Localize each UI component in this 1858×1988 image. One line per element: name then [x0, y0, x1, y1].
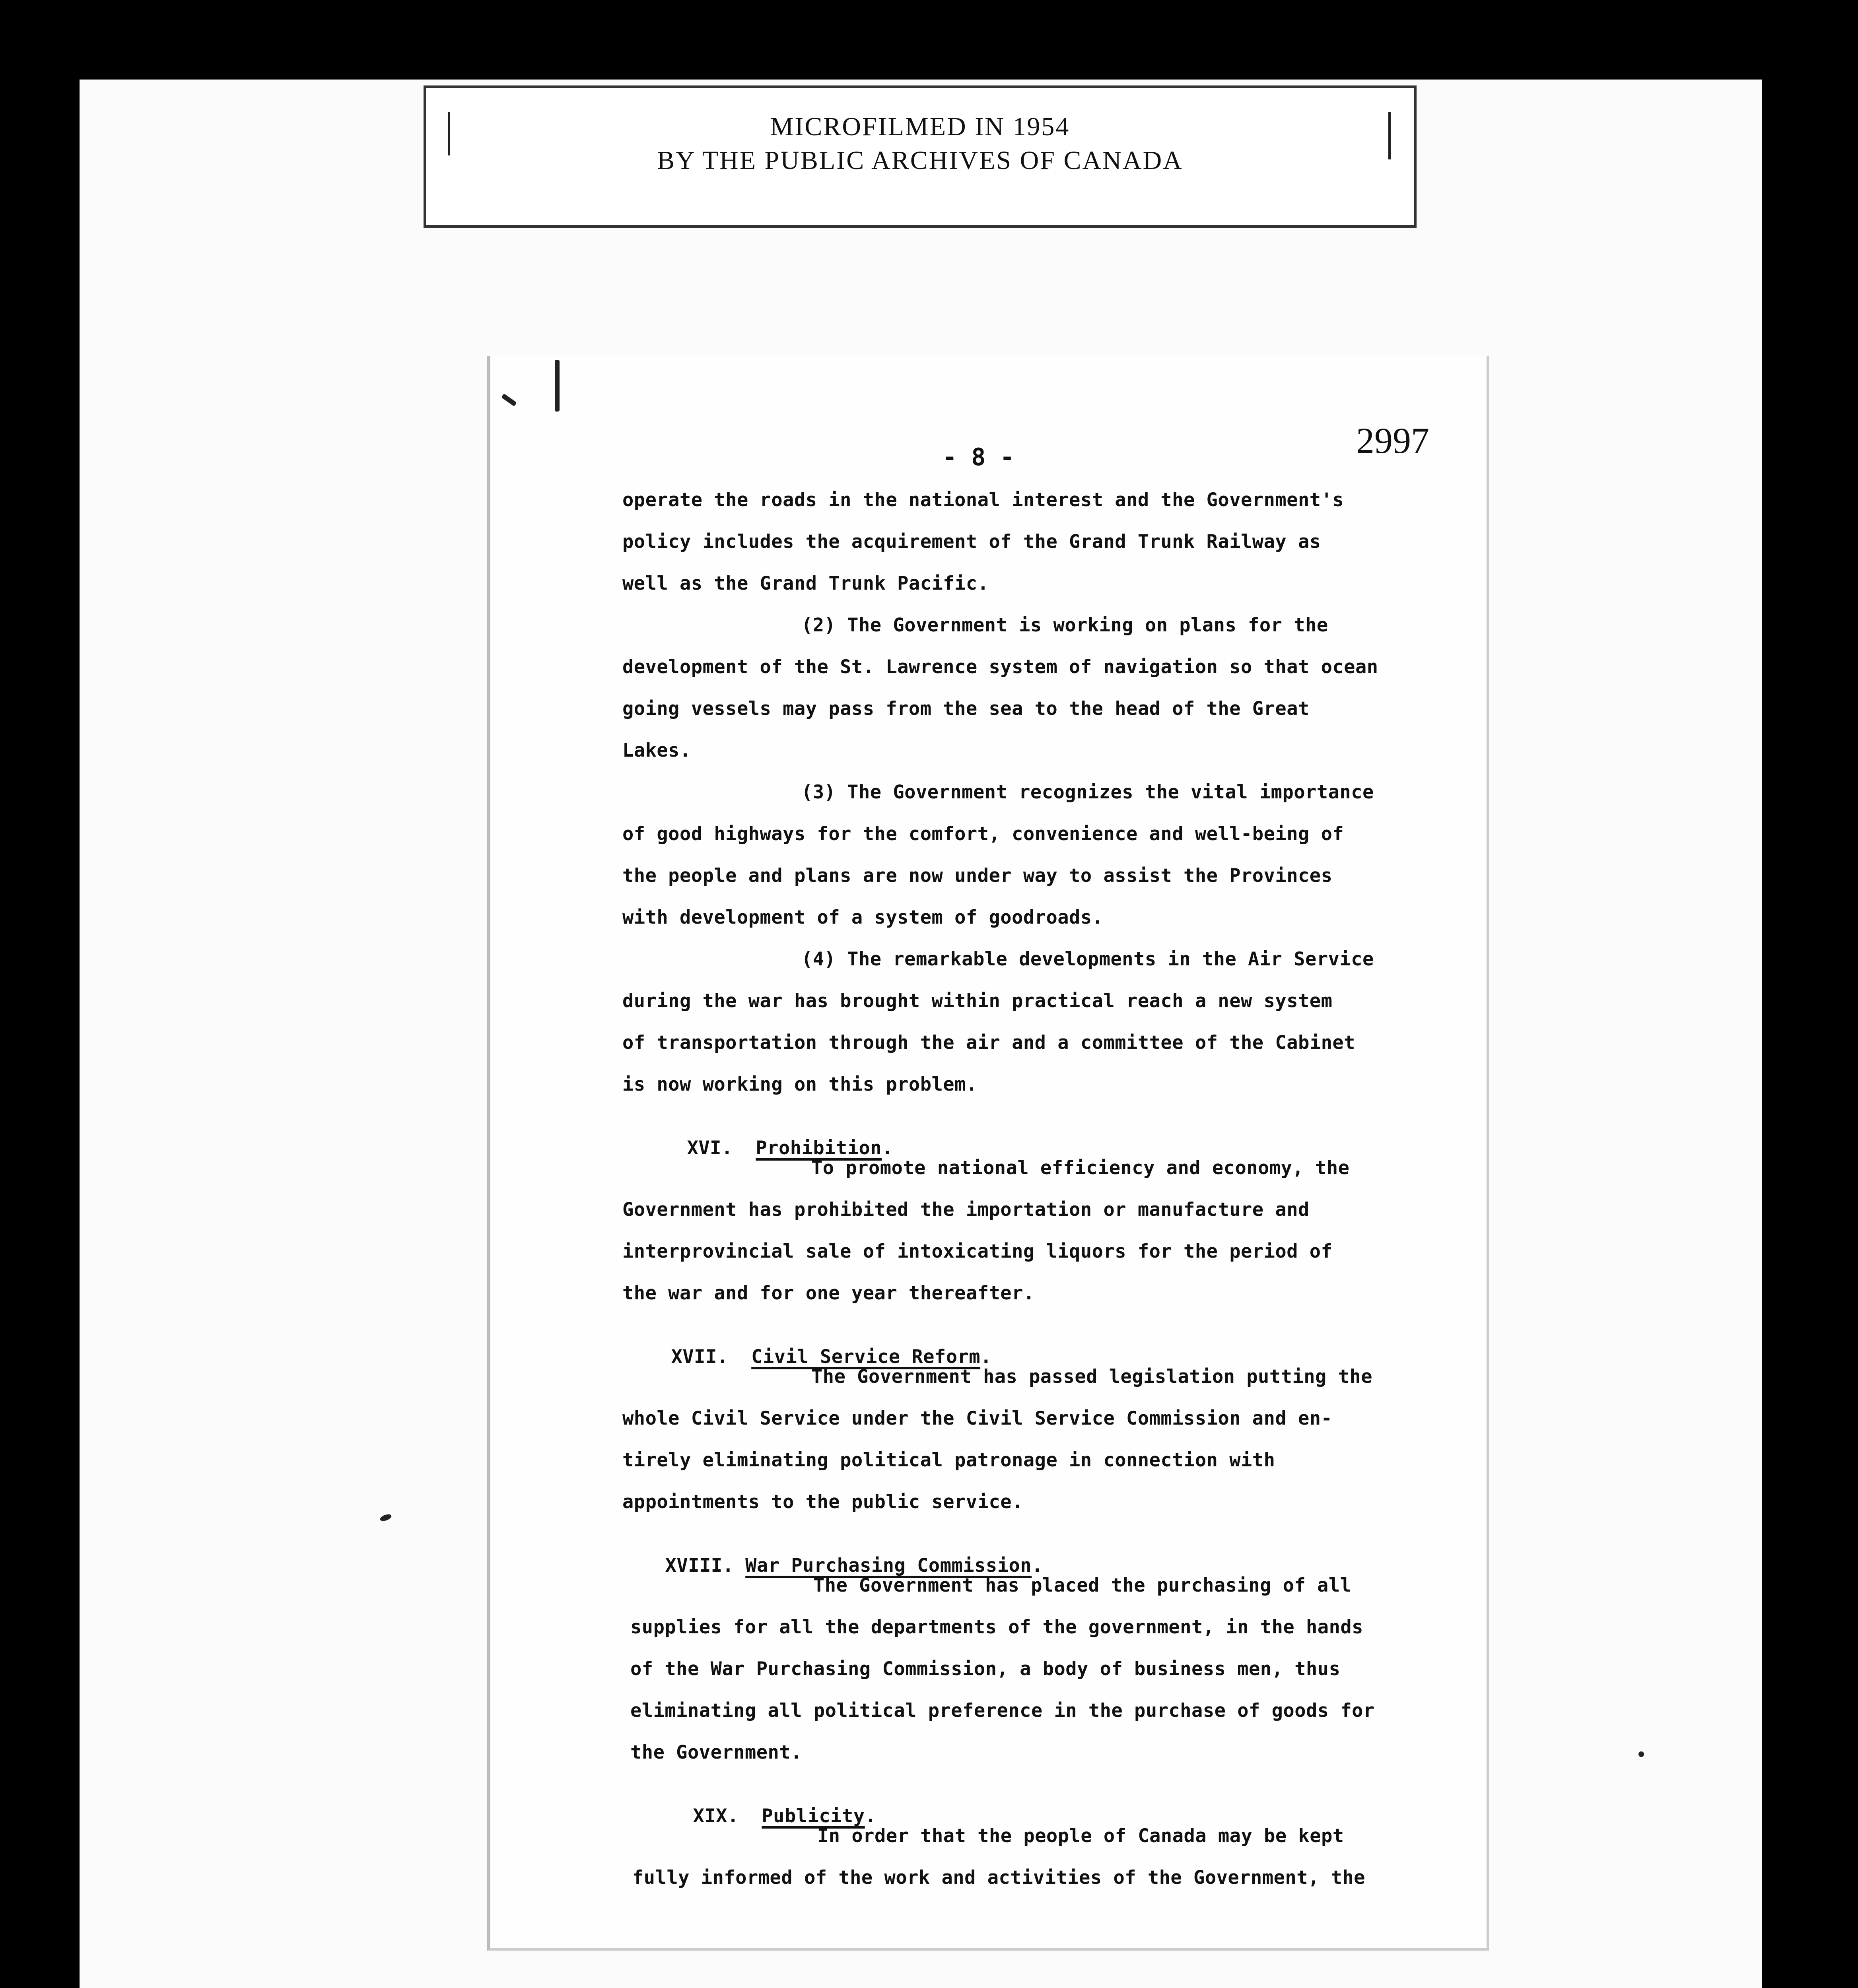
header-tick-right	[1388, 112, 1391, 159]
text-line: fully informed of the work and activities of the Government, the	[632, 1867, 1365, 1889]
text-line: (2) The Government is working on plans for the	[801, 614, 1328, 636]
section-number: XIX.	[693, 1805, 739, 1827]
text-line: during the war has brought within practical reach a new system	[622, 990, 1333, 1012]
text-line: of the War Purchasing Commission, a body of business men, thus	[630, 1658, 1341, 1680]
text-line: Government has prohibited the importation or manufacture and	[622, 1199, 1310, 1221]
text-line: In order that the people of Canada may be kept	[817, 1825, 1344, 1847]
section-heading: XVI. Prohibition.	[687, 1137, 893, 1159]
speck	[1638, 1751, 1644, 1757]
text-line: operate the roads in the national interest and the Government's	[622, 489, 1344, 511]
text-line: the war and for one year thereafter.	[622, 1282, 1035, 1304]
section-number: XVII.	[671, 1346, 729, 1368]
section-heading: XVIII. War Purchasing Commission.	[665, 1555, 1043, 1576]
page-number: 2997	[1356, 420, 1429, 461]
section-title: War Purchasing Commission	[745, 1555, 1032, 1576]
text-line: with development of a system of goodroads.	[622, 907, 1104, 928]
text-line: The Government has placed the purchasing of all	[813, 1574, 1352, 1596]
section-title: Civil Service Reform	[751, 1346, 981, 1368]
text-line: eliminating all political preference in the purchase of goods for	[630, 1700, 1375, 1722]
text-line: is now working on this problem.	[622, 1074, 978, 1095]
text-line: The Government has passed legislation putting the	[811, 1366, 1373, 1388]
text-line: Lakes.	[622, 740, 691, 761]
microfilm-header-box	[424, 85, 1417, 228]
text-line: of good highways for the comfort, convenience and well-being of	[622, 823, 1344, 845]
text-line: interprovincial sale of intoxicating liquors for the period of	[622, 1241, 1333, 1262]
section-title: Prohibition	[756, 1137, 882, 1159]
text-line: (4) The remarkable developments in the Air Service	[801, 948, 1374, 970]
margin-mark	[555, 360, 560, 412]
text-line: whole Civil Service under the Civil Service Commission and en-	[622, 1408, 1333, 1429]
header-line-2: BY THE PUBLIC ARCHIVES OF CANADA	[657, 146, 1183, 175]
text-line: of transportation through the air and a committee of the Cabinet	[622, 1032, 1355, 1054]
text-line: going vessels may pass from the sea to the head of the Great	[622, 698, 1310, 720]
text-line: policy includes the acquirement of the Grand Trunk Railway as	[622, 531, 1321, 553]
text-line: development of the St. Lawrence system of navigation so that ocean	[622, 656, 1378, 678]
header-line-1: MICROFILMED IN 1954	[770, 112, 1070, 141]
page-marker: - 8 -	[943, 443, 1015, 471]
section-heading: XIX. Publicity.	[693, 1805, 877, 1827]
text-line: appointments to the public service.	[622, 1491, 1023, 1513]
text-line: supplies for all the departments of the government, in the hands	[630, 1616, 1363, 1638]
section-heading: XVII. Civil Service Reform.	[671, 1346, 992, 1368]
section-title: Publicity	[762, 1805, 865, 1827]
text-line: To promote national efficiency and economy, the	[811, 1157, 1350, 1179]
section-number: XVIII.	[665, 1555, 734, 1576]
text-line: the people and plans are now under way to assist the Provinces	[622, 865, 1333, 887]
header-tick-left	[448, 112, 450, 155]
text-line: (3) The Government recognizes the vital importance	[801, 781, 1374, 803]
text-line: well as the Grand Trunk Pacific.	[622, 573, 989, 594]
section-number: XVI.	[687, 1137, 733, 1159]
text-line: tirely eliminating political patronage in connection with	[622, 1449, 1275, 1471]
text-line: the Government.	[630, 1741, 802, 1763]
